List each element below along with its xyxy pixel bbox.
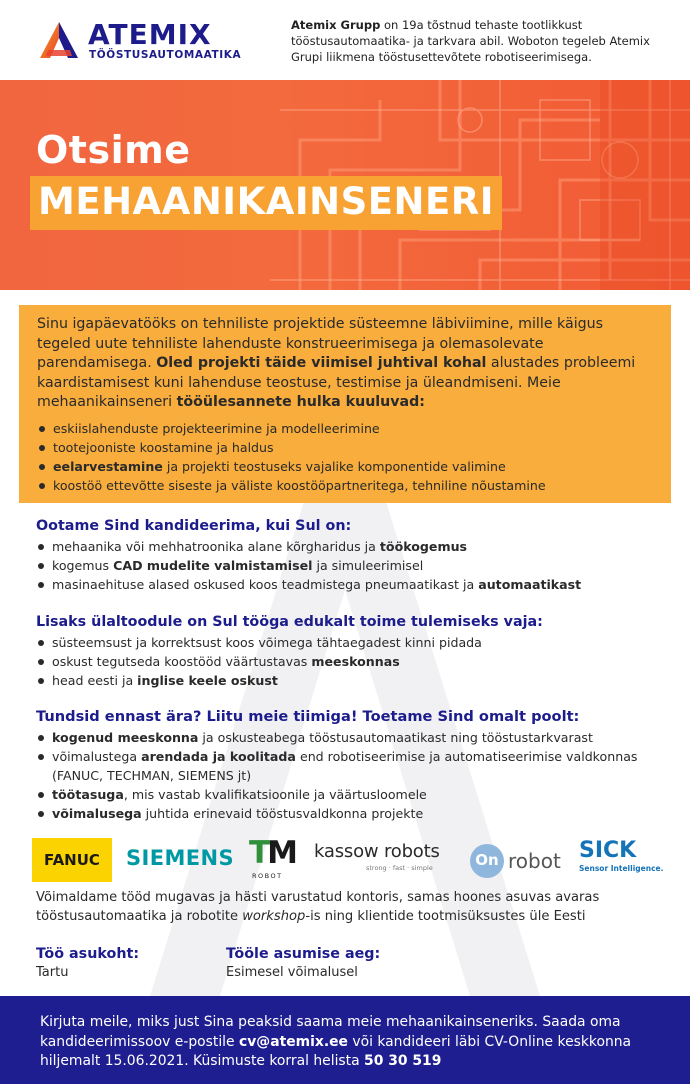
company-description [291, 17, 671, 65]
item-text: ja simuleerimisel [312, 558, 424, 573]
list-item [37, 476, 653, 495]
logo-wordmark: ATEMIX [88, 18, 212, 51]
intro-box [19, 305, 671, 503]
company-name: Atemix Grupp [291, 18, 381, 32]
requirements-title: Ootame Sind kandideerima, kui Sul on: [36, 518, 352, 534]
list-item [36, 652, 666, 671]
workspace-italic: workshop [242, 909, 306, 924]
offer-list [36, 728, 666, 823]
location-label: Töö asukoht: [36, 946, 140, 962]
item-text: oskust tegutseda koostööd väärtustavas [52, 654, 312, 669]
item-text: võimalustega [52, 749, 142, 764]
list-item [36, 728, 666, 747]
tm-t: T [249, 835, 268, 871]
kassow-robots-logo [314, 841, 464, 872]
intro-bold-1: Oled projekti täide viimisel juhtival kohal [156, 355, 487, 371]
item-bold: töökogemus [379, 539, 468, 554]
item-text: koostöö ettevõtte siseste ja väliste koostööpartneritega, tehniline nõustamine [53, 477, 546, 493]
list-item [36, 556, 666, 575]
company-text: on 19a tõstnud tehaste tootlikkust tööstusautomaatika- ja tarkvara abil. Woboton tegeleb Atemix Grupi liikmena tööstusettevõtete robotiseerimisega. [291, 18, 650, 64]
item-text: tootejooniste koostamine ja haldus [53, 439, 274, 455]
list-item [36, 785, 666, 804]
start-value: Esimesel võimalusel [226, 965, 358, 980]
hero-title-line2: MEHAANIKAINSENERI [30, 176, 502, 230]
list-item [37, 438, 653, 457]
intro-paragraph [37, 315, 653, 413]
item-text: end robotiseerimise ja automatiseerimise valdkonnas (FANUC, TECHMAN, SIEMENS jt) [52, 749, 638, 783]
list-item [37, 457, 653, 476]
contact-phone-link[interactable]: 50 30 519 [364, 1053, 442, 1069]
tm-m: M [267, 835, 296, 871]
workspace-text-2: -is ning klientide tootmisüksustes üle Eesti [305, 909, 586, 924]
atemix-logo[interactable] [38, 18, 248, 64]
list-item [36, 575, 666, 594]
item-text: head eesti ja [52, 673, 138, 688]
item-bold: eelarvestamine [53, 458, 163, 474]
item-bold: võimalusega [52, 806, 142, 821]
footer-text-2: või kandideeri läbi CV-Online keskkonna hiljemalt 15.06.2021. Küsimuste korral helista [40, 1033, 632, 1069]
requirements-section [36, 516, 666, 594]
header [0, 0, 690, 80]
workspace-text-1: Võimaldame tööd mugavas ja hästi varustatud kontoris, samas hoones asuvas avaras tööstusautomaatika ja robotite [36, 890, 600, 924]
onrobot-logo [470, 844, 570, 880]
item-bold: kogenud meeskonna [52, 730, 199, 745]
item-text: ja projekti teostuseks vajalike komponentide valimine [162, 458, 506, 474]
list-item [37, 419, 653, 438]
start-label: Tööle asumise aeg: [226, 946, 381, 962]
item-bold: automaatikast [478, 577, 582, 592]
onrobot-wordmark: robot [508, 849, 561, 873]
intro-text-2: alustades probleemi kaardistamisest kuni lahenduse teostuse, testimise ja üleandmiseni. Meie mehaanikainseneri [37, 355, 636, 410]
techman-letters [249, 835, 295, 871]
sick-logo [579, 838, 669, 873]
duties-list [37, 419, 653, 495]
fanuc-logo: FANUC [32, 838, 112, 882]
contact-email-link[interactable]: cv@atemix.ee [239, 1033, 348, 1050]
item-bold: CAD mudelite valmistamisel [113, 558, 313, 573]
location-value: Tartu [36, 965, 69, 980]
intro-text-1: Sinu igapäevatööks on tehniliste projektide süsteemne läbiviimine, mille käigus tegeled uute tehniliste lahenduste konstrueerimisega ja olemasolevate parendamisega. [37, 316, 604, 371]
hero-title-line1: Otsime [36, 128, 191, 172]
kassow-tagline: strong · fast · simple [366, 864, 433, 872]
sick-tagline: Sensor Intelligence. [579, 864, 664, 873]
logo-subtitle: TÖÖSTUSAUTOMAATIKA [89, 49, 242, 61]
kassow-wordmark: kassow robots [314, 841, 440, 862]
atemix-triangle-icon [38, 20, 80, 60]
offer-section [36, 707, 666, 823]
onrobot-circle-icon: On [470, 844, 504, 878]
skills-title: Lisaks ülaltoodule on Sul tööga edukalt toime tulemiseks vaja: [36, 614, 543, 630]
requirements-list [36, 537, 666, 594]
skills-section [36, 612, 666, 690]
footer-text [40, 1013, 660, 1072]
offer-title: Tundsid ennast ära? Liitu meie tiimiga! Toetame Sind omalt poolt: [36, 708, 580, 725]
sick-wordmark: SICK [579, 838, 637, 863]
item-text: eskiislahenduste projekteerimine ja modelleerimine [53, 420, 380, 436]
list-item [36, 633, 666, 652]
item-text: süsteemsust ja korrektsust koos võimega tähtaegadest kinni pidada [52, 635, 482, 650]
footer [0, 996, 690, 1084]
start-date [226, 945, 506, 982]
item-text: ja oskusteabega tööstusautomaatikast ning tööstustarkvarast [198, 730, 593, 745]
list-item [36, 804, 666, 823]
intro-bold-2: tööülesannete hulka kuuluvad: [176, 394, 425, 410]
item-text: juhtida erinevaid tööstusvaldkonna projekte [141, 806, 424, 821]
techman-logo [249, 835, 297, 883]
list-item [36, 537, 666, 556]
partner-logos [30, 836, 670, 884]
footer-text-1: Kirjuta meile, miks just Sina peaksid saama meie mehaanikainseneriks. Saada oma kandideerimissoov e-postile [40, 1014, 621, 1050]
item-text: mehaanika või mehhatroonika alane kõrgharidus ja [52, 539, 380, 554]
item-text: kogemus [52, 558, 114, 573]
workspace-text [36, 888, 666, 926]
siemens-logo: SIEMENS [126, 846, 235, 870]
item-text: masinaehituse alased oskused koos teadmistega pneumaatikast ja [52, 577, 479, 592]
list-item [36, 671, 666, 690]
hero-banner [0, 80, 690, 290]
list-item [36, 747, 666, 785]
item-bold: inglise keele oskust [137, 673, 278, 688]
item-bold: arendada ja koolitada [141, 749, 296, 764]
techman-subtitle: ROBOT [252, 872, 283, 880]
item-bold: meeskonnas [311, 654, 400, 669]
item-text: , mis vastab kvalifikatsioonile ja väärtusloomele [123, 787, 427, 802]
item-bold: töötasuga [52, 787, 124, 802]
skills-list [36, 633, 666, 690]
